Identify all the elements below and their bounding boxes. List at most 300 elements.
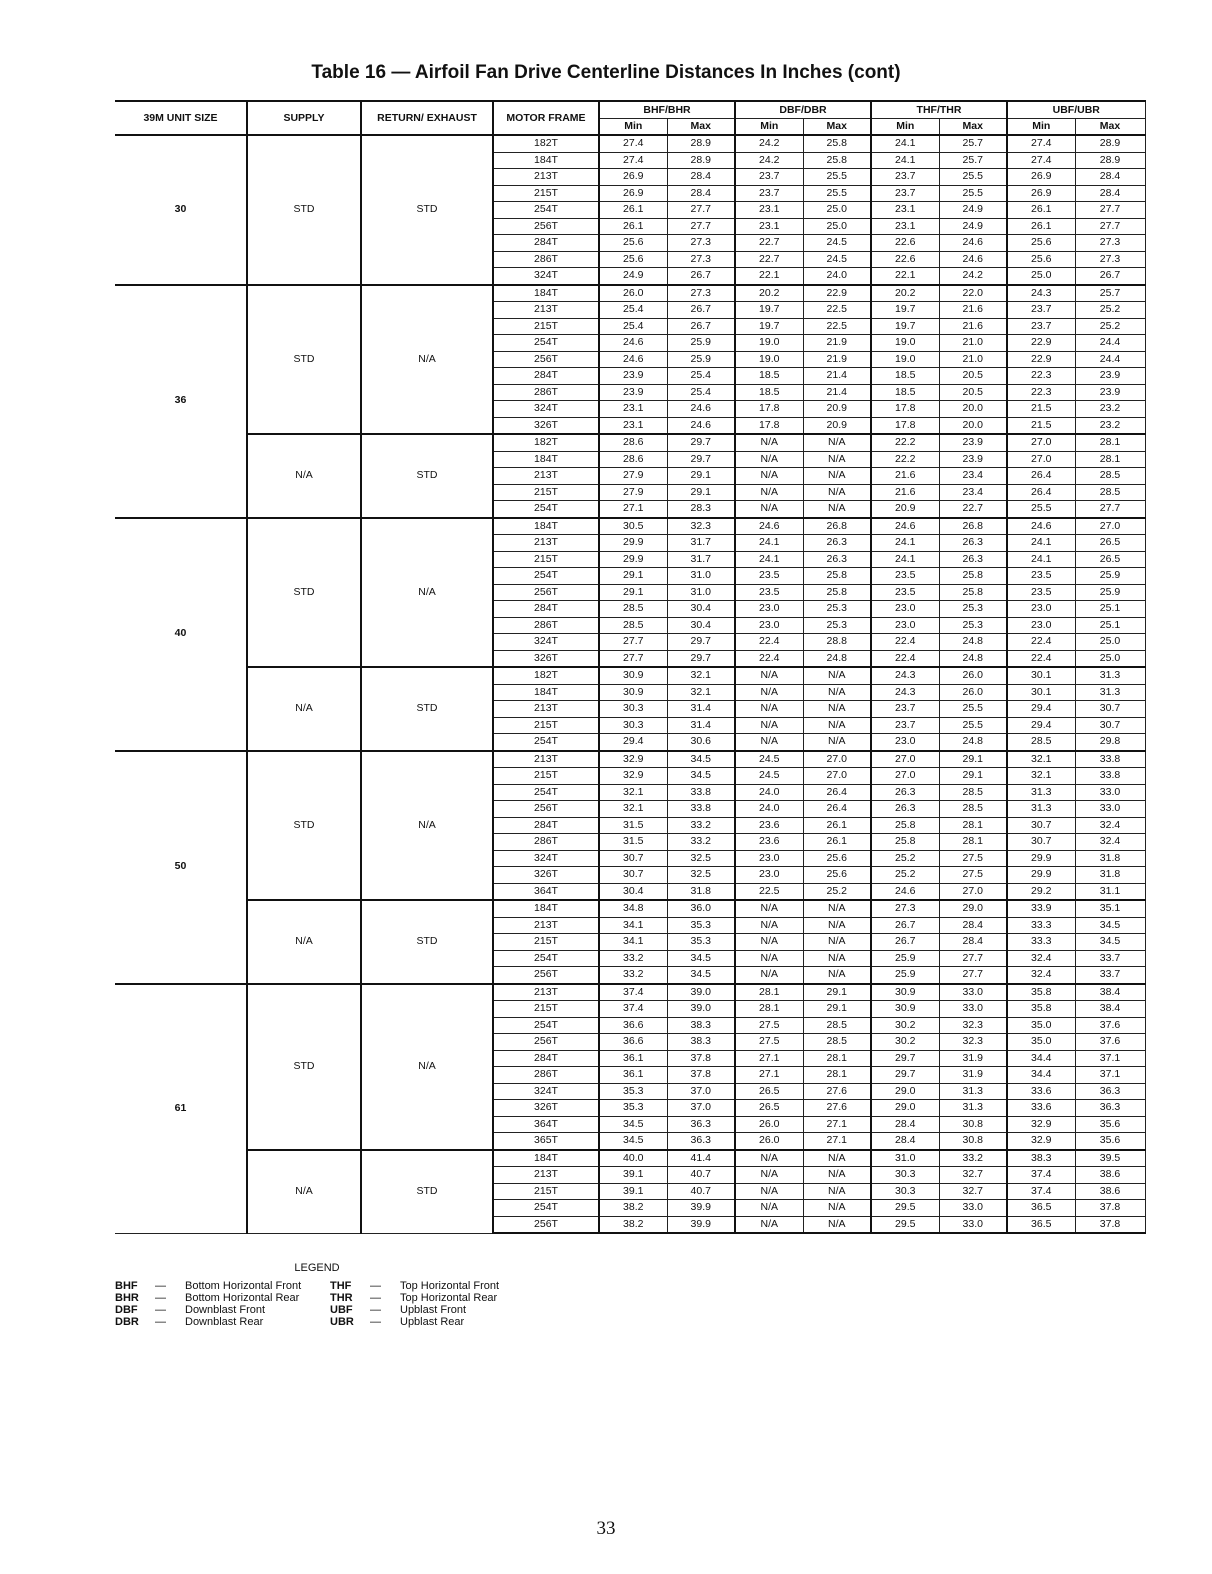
supply-cell: N/A (247, 1150, 361, 1234)
return-exhaust-cell: N/A (361, 518, 493, 668)
max-value-cell: N/A (803, 967, 871, 984)
min-value-cell: N/A (735, 900, 803, 917)
motor-frame-cell: 256T (493, 1034, 599, 1051)
max-value-cell: 24.4 (1075, 351, 1145, 368)
header-return-exhaust: RETURN/ EXHAUST (361, 101, 493, 135)
return-exhaust-cell: N/A (361, 984, 493, 1150)
min-value-cell: 25.6 (599, 251, 667, 268)
min-value-cell: 40.0 (599, 1150, 667, 1167)
max-value-cell: 31.8 (1075, 867, 1145, 884)
min-value-cell: 19.7 (871, 302, 939, 319)
min-value-cell: 24.6 (1007, 518, 1075, 535)
min-value-cell: 20.2 (871, 285, 939, 302)
table-row (115, 434, 1145, 451)
max-value-cell: 37.6 (1075, 1034, 1145, 1051)
max-value-cell: 28.4 (667, 185, 735, 202)
max-value-cell: 20.0 (939, 401, 1007, 418)
motor-frame-cell: 213T (493, 701, 599, 718)
motor-frame-cell: 256T (493, 1216, 599, 1233)
max-value-cell: 26.1 (803, 834, 871, 851)
min-value-cell: N/A (735, 451, 803, 468)
min-value-cell: 23.7 (871, 701, 939, 718)
max-value-cell: 28.4 (939, 934, 1007, 951)
max-value-cell: 35.6 (1075, 1116, 1145, 1133)
min-value-cell: N/A (735, 1216, 803, 1233)
motor-frame-cell: 182T (493, 135, 599, 152)
motor-frame-cell: 256T (493, 351, 599, 368)
min-value-cell: 25.4 (599, 302, 667, 319)
max-value-cell: 26.3 (939, 551, 1007, 568)
max-value-cell: 24.6 (667, 401, 735, 418)
max-value-cell: 24.9 (939, 218, 1007, 235)
min-value-cell: 19.7 (735, 302, 803, 319)
min-value-cell: 26.0 (599, 285, 667, 302)
min-value-cell: 27.5 (735, 1017, 803, 1034)
min-value-cell: 30.3 (599, 717, 667, 734)
min-value-cell: 25.9 (871, 967, 939, 984)
min-value-cell: 25.8 (871, 834, 939, 851)
max-value-cell: 31.7 (667, 551, 735, 568)
min-value-cell: 27.5 (735, 1034, 803, 1051)
min-value-cell: 27.9 (599, 468, 667, 485)
min-value-cell: 25.0 (1007, 268, 1075, 285)
max-value-cell: 25.5 (939, 169, 1007, 186)
min-value-cell: N/A (735, 667, 803, 684)
max-value-cell: 28.4 (1075, 169, 1145, 186)
min-value-cell: 36.1 (599, 1050, 667, 1067)
max-value-cell: 25.8 (803, 584, 871, 601)
max-value-cell: 28.1 (939, 817, 1007, 834)
max-value-cell: 35.3 (667, 934, 735, 951)
max-value-cell: 30.7 (1075, 701, 1145, 718)
max-value-cell: N/A (803, 434, 871, 451)
max-value-cell: 37.1 (1075, 1050, 1145, 1067)
max-value-cell: 24.8 (939, 634, 1007, 651)
min-value-cell: 33.3 (1007, 934, 1075, 951)
max-value-cell: 28.5 (939, 801, 1007, 818)
min-value-cell: 27.7 (599, 634, 667, 651)
max-value-cell: 25.6 (803, 850, 871, 867)
min-value-cell: 24.3 (871, 667, 939, 684)
min-value-cell: 37.4 (1007, 1167, 1075, 1184)
min-value-cell: 30.3 (871, 1183, 939, 1200)
max-value-cell: 25.3 (939, 601, 1007, 618)
min-value-cell: 17.8 (735, 417, 803, 434)
motor-frame-cell: 215T (493, 318, 599, 335)
max-value-cell: 24.6 (667, 417, 735, 434)
min-value-cell: 25.6 (1007, 235, 1075, 252)
return-exhaust-cell: STD (361, 667, 493, 751)
min-value-cell: 29.4 (1007, 717, 1075, 734)
max-value-cell: 25.7 (939, 135, 1007, 152)
min-value-cell: 25.5 (1007, 501, 1075, 518)
max-value-cell: 21.4 (803, 384, 871, 401)
min-value-cell: 23.5 (871, 584, 939, 601)
max-value-cell: 21.6 (939, 318, 1007, 335)
motor-frame-cell: 326T (493, 867, 599, 884)
min-value-cell: 22.4 (871, 634, 939, 651)
legend-item (330, 1304, 466, 1316)
max-value-cell: 32.1 (667, 684, 735, 701)
return-exhaust-cell: N/A (361, 751, 493, 901)
header-supply: SUPPLY (247, 101, 361, 135)
min-value-cell: 23.6 (735, 834, 803, 851)
max-value-cell: N/A (803, 950, 871, 967)
min-value-cell: 24.6 (871, 883, 939, 900)
min-value-cell: 27.4 (599, 135, 667, 152)
max-value-cell: 24.6 (939, 235, 1007, 252)
max-value-cell: 26.0 (939, 684, 1007, 701)
min-value-cell: 28.4 (871, 1133, 939, 1150)
max-value-cell: 33.2 (939, 1150, 1007, 1167)
max-value-cell: 28.4 (939, 917, 1007, 934)
legend-abbr: UBF (330, 1304, 353, 1316)
min-value-cell: 30.4 (599, 883, 667, 900)
max-value-cell: 28.4 (667, 169, 735, 186)
min-value-cell: 23.1 (735, 202, 803, 219)
max-value-cell: N/A (803, 684, 871, 701)
max-value-cell: 36.3 (1075, 1100, 1145, 1117)
max-value-cell: N/A (803, 451, 871, 468)
max-value-cell: 40.7 (667, 1167, 735, 1184)
min-value-cell: 30.7 (599, 850, 667, 867)
motor-frame-cell: 182T (493, 667, 599, 684)
max-value-cell: 27.7 (667, 202, 735, 219)
min-value-cell: 38.3 (1007, 1150, 1075, 1167)
min-value-cell: 22.2 (871, 434, 939, 451)
min-value-cell: 24.0 (735, 801, 803, 818)
min-value-cell: 23.5 (735, 584, 803, 601)
max-value-cell: 25.0 (1075, 634, 1145, 651)
legend-dash: — (370, 1304, 381, 1316)
max-value-cell: N/A (803, 667, 871, 684)
motor-frame-cell: 286T (493, 834, 599, 851)
legend-abbr: BHF (115, 1280, 138, 1292)
max-value-cell: 20.5 (939, 384, 1007, 401)
max-value-cell: 21.9 (803, 351, 871, 368)
min-value-cell: 38.2 (599, 1200, 667, 1217)
min-value-cell: 29.5 (871, 1200, 939, 1217)
max-value-cell: 26.5 (1075, 551, 1145, 568)
max-value-cell: 30.8 (939, 1133, 1007, 1150)
min-value-cell: 24.6 (735, 518, 803, 535)
max-value-cell: 39.9 (667, 1200, 735, 1217)
max-value-cell: 27.6 (803, 1083, 871, 1100)
max-value-cell: 25.5 (803, 185, 871, 202)
max-value-cell: 26.7 (667, 302, 735, 319)
min-value-cell: 23.0 (735, 617, 803, 634)
max-value-cell: 24.4 (1075, 335, 1145, 352)
max-value-cell: 26.3 (803, 551, 871, 568)
motor-frame-cell: 213T (493, 917, 599, 934)
legend-desc: Bottom Horizontal Rear (185, 1292, 300, 1304)
min-value-cell: N/A (735, 1183, 803, 1200)
max-value-cell: 24.8 (939, 650, 1007, 667)
min-value-cell: 39.1 (599, 1183, 667, 1200)
min-value-cell: 29.7 (871, 1050, 939, 1067)
max-value-cell: 22.0 (939, 285, 1007, 302)
max-value-cell: 37.8 (667, 1067, 735, 1084)
min-value-cell: 32.9 (599, 768, 667, 785)
min-value-cell: 30.9 (871, 1001, 939, 1018)
legend-item (115, 1292, 299, 1304)
min-value-cell: 33.9 (1007, 900, 1075, 917)
max-value-cell: N/A (803, 468, 871, 485)
max-value-cell: 28.9 (667, 135, 735, 152)
max-value-cell: 28.9 (667, 152, 735, 169)
min-value-cell: 24.1 (735, 535, 803, 552)
min-value-cell: 23.5 (1007, 584, 1075, 601)
motor-frame-cell: 286T (493, 1067, 599, 1084)
motor-frame-cell: 184T (493, 152, 599, 169)
min-value-cell: 24.3 (871, 684, 939, 701)
max-value-cell: 29.8 (1075, 734, 1145, 751)
max-value-cell: N/A (803, 1216, 871, 1233)
table-row (115, 1150, 1145, 1167)
max-value-cell: 25.9 (1075, 568, 1145, 585)
min-value-cell: 23.7 (735, 185, 803, 202)
min-value-cell: N/A (735, 967, 803, 984)
min-value-cell: 29.1 (599, 584, 667, 601)
legend-desc: Downblast Rear (185, 1316, 264, 1328)
max-value-cell: 29.1 (803, 1001, 871, 1018)
min-value-cell: 25.2 (871, 867, 939, 884)
legend-item (115, 1280, 301, 1292)
max-value-cell: 23.2 (1075, 401, 1145, 418)
min-value-cell: 19.0 (871, 335, 939, 352)
min-value-cell: 30.3 (599, 701, 667, 718)
min-value-cell: 31.5 (599, 834, 667, 851)
motor-frame-cell: 254T (493, 202, 599, 219)
max-value-cell: 37.8 (1075, 1200, 1145, 1217)
header-max: Max (667, 118, 735, 135)
max-value-cell: 37.8 (1075, 1216, 1145, 1233)
max-value-cell: 31.9 (939, 1067, 1007, 1084)
min-value-cell: 32.9 (599, 751, 667, 768)
legend-dash: — (155, 1304, 166, 1316)
max-value-cell: 22.7 (939, 501, 1007, 518)
max-value-cell: 25.5 (939, 701, 1007, 718)
max-value-cell: 39.9 (667, 1216, 735, 1233)
motor-frame-cell: 284T (493, 235, 599, 252)
max-value-cell: 34.5 (1075, 934, 1145, 951)
max-value-cell: 30.7 (1075, 717, 1145, 734)
min-value-cell: 24.1 (735, 551, 803, 568)
motor-frame-cell: 326T (493, 417, 599, 434)
max-value-cell: 25.2 (1075, 318, 1145, 335)
min-value-cell: 24.3 (1007, 285, 1075, 302)
max-value-cell: 32.7 (939, 1183, 1007, 1200)
min-value-cell: 24.1 (1007, 551, 1075, 568)
max-value-cell: 23.4 (939, 468, 1007, 485)
max-value-cell: 25.8 (803, 568, 871, 585)
legend-item (330, 1316, 464, 1328)
motor-frame-cell: 184T (493, 285, 599, 302)
min-value-cell: 29.4 (599, 734, 667, 751)
min-value-cell: 26.1 (1007, 202, 1075, 219)
max-value-cell: 31.3 (939, 1083, 1007, 1100)
max-value-cell: 25.9 (667, 351, 735, 368)
min-value-cell: 22.4 (735, 650, 803, 667)
max-value-cell: N/A (803, 701, 871, 718)
max-value-cell: N/A (803, 1167, 871, 1184)
max-value-cell: N/A (803, 484, 871, 501)
min-value-cell: 23.0 (735, 850, 803, 867)
min-value-cell: 28.6 (599, 434, 667, 451)
max-value-cell: 27.7 (939, 950, 1007, 967)
min-value-cell: 23.0 (735, 867, 803, 884)
max-value-cell: 35.1 (1075, 900, 1145, 917)
motor-frame-cell: 324T (493, 268, 599, 285)
min-value-cell: 24.0 (735, 784, 803, 801)
max-value-cell: 34.5 (667, 950, 735, 967)
max-value-cell: 32.3 (939, 1017, 1007, 1034)
max-value-cell: 33.2 (667, 817, 735, 834)
max-value-cell: 29.1 (939, 768, 1007, 785)
min-value-cell: 25.4 (599, 318, 667, 335)
max-value-cell: 37.6 (1075, 1017, 1145, 1034)
max-value-cell: 25.8 (803, 135, 871, 152)
min-value-cell: 23.0 (1007, 601, 1075, 618)
min-value-cell: 23.1 (599, 401, 667, 418)
min-value-cell: 35.3 (599, 1083, 667, 1100)
motor-frame-cell: 286T (493, 384, 599, 401)
min-value-cell: 31.0 (871, 1150, 939, 1167)
min-value-cell: 29.4 (1007, 701, 1075, 718)
max-value-cell: 27.1 (803, 1116, 871, 1133)
max-value-cell: 34.5 (667, 751, 735, 768)
min-value-cell: 23.0 (735, 601, 803, 618)
legend-dash: — (155, 1316, 166, 1328)
min-value-cell: 27.3 (871, 900, 939, 917)
min-value-cell: N/A (735, 717, 803, 734)
min-value-cell: 27.1 (735, 1067, 803, 1084)
min-value-cell: 27.0 (1007, 451, 1075, 468)
min-value-cell: 27.0 (1007, 434, 1075, 451)
table-row (115, 135, 1145, 152)
motor-frame-cell: 364T (493, 883, 599, 900)
table-row (115, 751, 1145, 768)
min-value-cell: 24.6 (599, 351, 667, 368)
max-value-cell: 36.0 (667, 900, 735, 917)
page-number: 33 (596, 1518, 616, 1539)
max-value-cell: 26.3 (803, 535, 871, 552)
min-value-cell: 26.3 (871, 784, 939, 801)
motor-frame-cell: 286T (493, 251, 599, 268)
min-value-cell: 22.3 (1007, 368, 1075, 385)
min-value-cell: 27.1 (599, 501, 667, 518)
min-value-cell: 36.5 (1007, 1216, 1075, 1233)
max-value-cell: 40.7 (667, 1183, 735, 1200)
max-value-cell: 33.0 (939, 1200, 1007, 1217)
max-value-cell: 28.5 (1075, 484, 1145, 501)
header-min: Min (871, 118, 939, 135)
max-value-cell: 28.5 (939, 784, 1007, 801)
table-row (115, 518, 1145, 535)
min-value-cell: 29.2 (1007, 883, 1075, 900)
motor-frame-cell: 184T (493, 451, 599, 468)
max-value-cell: 24.9 (939, 202, 1007, 219)
max-value-cell: 27.6 (803, 1100, 871, 1117)
min-value-cell: 18.5 (871, 384, 939, 401)
max-value-cell: 38.4 (1075, 984, 1145, 1001)
legend-dash: — (370, 1280, 381, 1292)
min-value-cell: N/A (735, 501, 803, 518)
motor-frame-cell: 215T (493, 185, 599, 202)
min-value-cell: 27.9 (599, 484, 667, 501)
min-value-cell: 37.4 (1007, 1183, 1075, 1200)
min-value-cell: 26.9 (599, 185, 667, 202)
max-value-cell: 25.7 (1075, 285, 1145, 302)
min-value-cell: 36.1 (599, 1067, 667, 1084)
header-min: Min (1007, 118, 1075, 135)
max-value-cell: 20.5 (939, 368, 1007, 385)
max-value-cell: 23.4 (939, 484, 1007, 501)
min-value-cell: 26.9 (1007, 169, 1075, 186)
min-value-cell: 27.4 (599, 152, 667, 169)
max-value-cell: 28.5 (1075, 468, 1145, 485)
max-value-cell: 27.0 (939, 883, 1007, 900)
min-value-cell: 30.7 (1007, 834, 1075, 851)
min-value-cell: N/A (735, 1167, 803, 1184)
motor-frame-cell: 324T (493, 634, 599, 651)
page-title: Table 16 — Airfoil Fan Drive Centerline Distances In Inches (cont) (311, 62, 901, 83)
min-value-cell: N/A (735, 701, 803, 718)
min-value-cell: 26.3 (871, 801, 939, 818)
return-exhaust-cell: STD (361, 900, 493, 984)
motor-frame-cell: 256T (493, 967, 599, 984)
min-value-cell: 23.5 (735, 568, 803, 585)
motor-frame-cell: 254T (493, 501, 599, 518)
max-value-cell: 21.9 (803, 335, 871, 352)
min-value-cell: 24.1 (871, 152, 939, 169)
max-value-cell: 25.8 (803, 152, 871, 169)
max-value-cell: 31.8 (1075, 850, 1145, 867)
motor-frame-cell: 254T (493, 568, 599, 585)
legend-dash: — (155, 1292, 166, 1304)
min-value-cell: 23.0 (871, 617, 939, 634)
min-value-cell: 22.2 (871, 451, 939, 468)
motor-frame-cell: 215T (493, 768, 599, 785)
max-value-cell: 23.9 (1075, 368, 1145, 385)
legend-abbr: DBR (115, 1316, 139, 1328)
max-value-cell: 21.0 (939, 335, 1007, 352)
min-value-cell: 20.2 (735, 285, 803, 302)
max-value-cell: 39.0 (667, 1001, 735, 1018)
min-value-cell: 34.1 (599, 917, 667, 934)
unit-size-cell: 61 (115, 984, 247, 1234)
min-value-cell: 32.1 (599, 784, 667, 801)
min-value-cell: N/A (735, 484, 803, 501)
min-value-cell: 29.7 (871, 1067, 939, 1084)
motor-frame-cell: 365T (493, 1133, 599, 1150)
min-value-cell: 26.1 (599, 202, 667, 219)
max-value-cell: 28.1 (1075, 434, 1145, 451)
min-value-cell: 23.9 (599, 384, 667, 401)
min-value-cell: 23.0 (1007, 617, 1075, 634)
max-value-cell: N/A (803, 934, 871, 951)
max-value-cell: 34.5 (667, 768, 735, 785)
min-value-cell: 29.9 (1007, 850, 1075, 867)
max-value-cell: 31.8 (667, 883, 735, 900)
min-value-cell: 27.0 (871, 768, 939, 785)
min-value-cell: 24.5 (735, 768, 803, 785)
min-value-cell: 26.5 (735, 1083, 803, 1100)
motor-frame-cell: 326T (493, 650, 599, 667)
min-value-cell: 22.6 (871, 235, 939, 252)
max-value-cell: 27.0 (803, 768, 871, 785)
min-value-cell: 32.9 (1007, 1133, 1075, 1150)
